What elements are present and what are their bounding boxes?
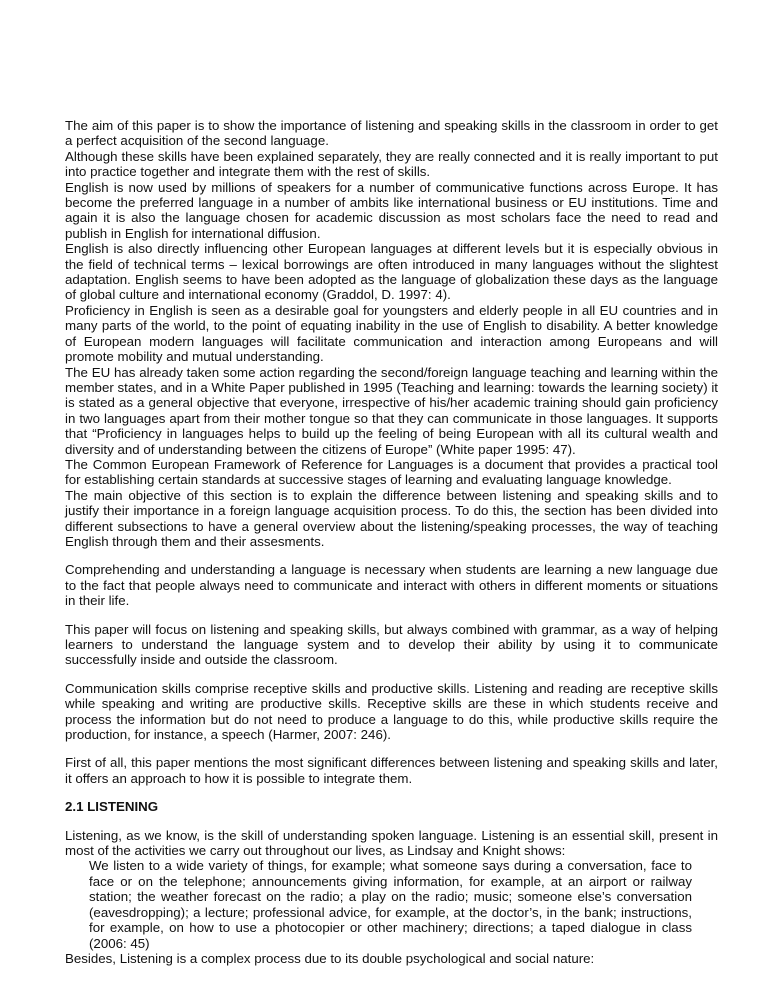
section-heading: 2.1 LISTENING: [65, 799, 159, 815]
paragraph: Besides, Listening is a complex process due to its double psychological and social nature:: [65, 950, 595, 966]
paragraph: The aim of this paper is to show the importance of listening and speaking skills in the classroom in order to get a perfect acquisition of the second language.: [65, 118, 718, 149]
document-page: [65, 118, 718, 966]
paragraph: The main objective of this section is to explain the difference between listening and speaking skills and to justify their importance in a foreign language acquisition process. To do this, the section has been divided into different subsections to have a general overview about the listening/speaking processes, the way of teaching English through them and their assesments.: [65, 487, 718, 549]
paragraph: The Common European Framework of Reference for Languages is a document that provides a practical tool for establishing certain standards at successive stages of learning and evaluating language knowledge.: [65, 456, 718, 488]
paragraph: The EU has already taken some action regarding the second/foreign language teaching and learning within the member states, and in a White Paper published in 1995 (Teaching and learning: towards the learning society) it is stated as a general objective that everyone, irrespective of his/her academic training should gain proficiency in two languages apart from their mother tongue so that they can communicate in those languages. It supports that “Proficiency in languages helps to build up the feeling of being European with all its cultural wealth and diversity and of understanding between the citizens of Europe” (White paper 1995: 47).: [65, 364, 718, 457]
paragraph: Listening, as we know, is the skill of understanding spoken language. Listening is an essential skill, present in most of the activities we carry out throughout our lives, as Lindsay and Knight shows:: [65, 827, 718, 859]
paragraph: Although these skills have been explained separately, they are really connected and it is really important to put into practice together and integrate them with the rest of skills.: [65, 148, 718, 180]
paragraph: English is now used by millions of speakers for a number of communicative functions across Europe. It has become the preferred language in a number of ambits like international business or EU institutions. Time and again it is also the language chosen for academic discussion as most scholars face the need to read and publish in English for international diffusion.: [65, 179, 718, 241]
paragraph: Proficiency in English is seen as a desirable goal for youngsters and elderly people in all EU countries and in many parts of the world, to the point of equating inability in the use of English to disability. A better knowledge of European modern languages will facilitate communication and interaction among Europeans and will promote mobility and mutual understanding.: [65, 302, 718, 365]
paragraph: This paper will focus on listening and speaking skills, but always combined with grammar, as a way of helping learners to understand the language system and to develop their ability by using it to communicate successfully inside and outside the classroom.: [65, 621, 718, 668]
paragraph: English is also directly influencing other European languages at different levels but it is especially obvious in the field of technical terms – lexical borrowings are often introduced in many languages without the slightest adaptation. English seems to have been adopted as the language of globalization these days as the language of global culture and international economy (Graddol, D. 1997: 4).: [65, 241, 718, 303]
paragraph: Communication skills comprise receptive skills and productive skills. Listening and reading are receptive skills while speaking and writing are productive skills. Receptive skills are these in which students receive and process the information but do not need to produce a language to do this, while productive skills require the production, for instance, a speech (Harmer, 2007: 246).: [65, 680, 718, 743]
paragraph: First of all, this paper mentions the most significant differences between listening and speaking skills and later, it offers an approach to how it is possible to integrate them.: [65, 755, 718, 786]
paragraph: Comprehending and understanding a language is necessary when students are learning a new language due to the fact that people always need to communicate and interact with others in different moments or situations in their life.: [65, 562, 718, 609]
block-quote: We listen to a wide variety of things, for example; what someone says during a conversation, face to face or on the telephone; announcements giving information, for example, at an airport or railway station; the weather forecast on the radio; a play on the radio; music; someone else’s conversation (eavesdropping); a lecture; professional advice, for example, at the doctor’s, in the bank; instructions, for example, on how to use a photocopier or other machinery; directions; a taped dialogue in class (2006: 45): [89, 858, 692, 951]
